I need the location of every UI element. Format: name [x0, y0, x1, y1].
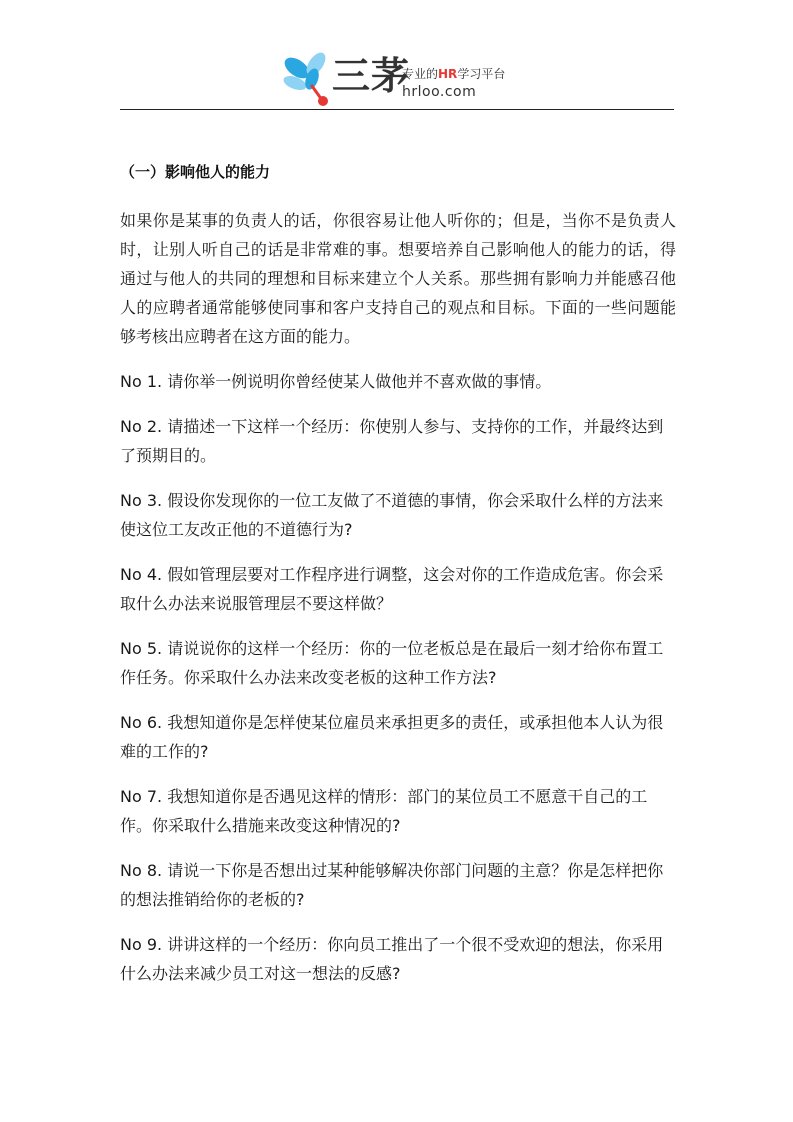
header-divider [120, 109, 674, 110]
tagline-post: 学习平台 [457, 67, 506, 81]
question-item: No 8. 请说一下你是否想出过某种能够解决你部门问题的主意？你是怎样把你的想法推销给你的老板的? [120, 861, 664, 909]
hrloo-logo[interactable] [282, 52, 522, 112]
question-item: No 2. 请描述一下这样一个经历：你使别人参与、支持你的工作，并最终达到了预期目的。 [120, 417, 664, 465]
logo-domain: hrloo.com [402, 84, 477, 100]
dragonfly-logo-icon [282, 52, 334, 108]
document-body [120, 158, 676, 1004]
logo-brand-text: 三茅 [332, 54, 411, 98]
question-item: No 6. 我想知道你是怎样使某位雇员来承担更多的责任，或承担他本人认为很难的工作的? [120, 713, 664, 761]
question-item: No 1. 请你举一例说明你曾经使某人做他并不喜欢做的事情。 [120, 372, 552, 391]
question-item: No 9. 讲讲这样的一个经历：你向员工推出了一个很不受欢迎的想法，你采用什么办法来减少员工对这一想法的反感? [120, 935, 664, 983]
question-item: No 7. 我想知道你是否遇见这样的情形：部门的某位员工不愿意干自己的工作。你采取什么措施来改变这种情况的? [120, 787, 648, 835]
question-item: No 5. 请说说你的这样一个经历：你的一位老板总是在最后一刻才给你布置工作任务。你采取什么办法来改变老板的这种工作方法? [120, 639, 664, 687]
page-header [0, 0, 793, 112]
question-item: No 3. 假设你发现你的一位工友做了不道德的事情，你会采取什么样的方法来使这位工友改正他的不道德行为? [120, 491, 664, 539]
tagline-pre: 专业的 [402, 67, 439, 81]
intro-paragraph: 如果你是某事的负责人的话，你很容易让他人听你的；但是，当你不是负责人时，让别人听自己的话是非常难的事。想要培养自己影响他人的能力的话，得通过与他人的共同的理想和目标来建立个人关系。那些拥有影响力并能感召他人的应聘者通常能够使同事和客户支持自己的观点和目标。下面的一些问题能够考核出应聘者在这方面的能力。 [120, 211, 676, 346]
question-item: No 4. 假如管理层要对工作程序进行调整，这会对你的工作造成危害。你会采取什么办法来说服管理层不要这样做？ [120, 565, 664, 613]
tagline-hr: HR [438, 67, 458, 81]
section-title: （一）影响他人的能力 [120, 163, 271, 181]
logo-tagline [402, 66, 505, 82]
